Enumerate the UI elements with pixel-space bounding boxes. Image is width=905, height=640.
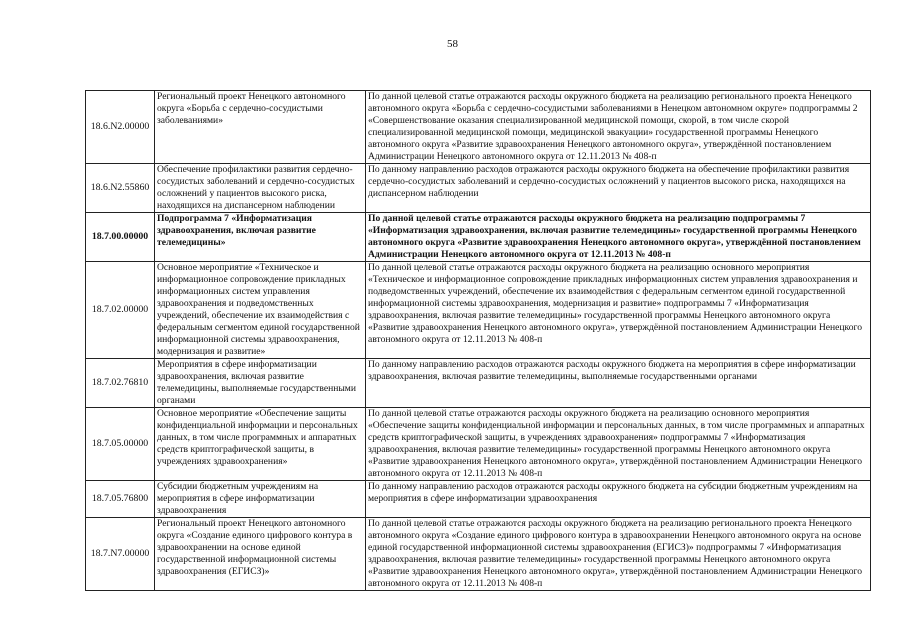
target-article-code: 18.7.02.76810 — [86, 359, 155, 408]
target-article-description: По данной целевой статье отражаются расходы окружного бюджета на реализацию регионального проекта Ненецкого автономного округа «Борьба с сердечно-сосудистыми заболеваниями в Ненецком автономном округе» подпрограммы 2 «Совершенствование оказания специализированной медицинской помощи, скорой, в том числе скорой специализированной медицинской помощи, медицинской эвакуации» государственной программы Ненецкого автономного округа «Развитие здравоохранения Ненецкого автономного округа», утверждённой постановлением Администрации Ненецкого автономного округа от 12.11.2013 № 408-п — [366, 91, 871, 164]
target-article-code: 18.7.02.00000 — [86, 262, 155, 359]
table-row — [86, 408, 871, 481]
table-row — [86, 213, 871, 262]
table-row — [86, 359, 871, 408]
target-article-code: 18.7.05.00000 — [86, 408, 155, 481]
target-article-name: Региональный проект Ненецкого автономного округа «Борьба с сердечно-сосудистыми заболеваниями» — [155, 91, 366, 164]
target-article-description: По данной целевой статье отражаются расходы окружного бюджета на реализацию основного мероприятия «Техническое и информационное сопровождение прикладных информационных систем управления здравоохранения и подведомственных учреждений, обеспечение их взаимодействия с федеральным сегментом единой государственной информационной системы здравоохранения, модернизация и развитие» подпрограммы 7 «Информатизация здравоохранения, включая развитие телемедицины» государственной программы Ненецкого автономного округа «Развитие здравоохранения Ненецкого автономного округа», утверждённой постановлением Администрации Ненецкого автономного округа от 12.11.2013 № 408-п — [366, 262, 871, 359]
target-article-name: Субсидии бюджетным учреждениям на мероприятия в сфере информатизации здравоохранения — [155, 481, 366, 518]
target-article-description: По данному направлению расходов отражаются расходы окружного бюджета на обеспечение профилактики развития сердечно-сосудистых заболеваний и сердечно-сосудистых осложнений у пациентов высокого риска, находящихся на диспансерном наблюдении — [366, 164, 871, 213]
target-article-description: По данному направлению расходов отражаются расходы окружного бюджета на субсидии бюджетным учреждениям на мероприятия в сфере информатизации здравоохранения — [366, 481, 871, 518]
target-article-code: 18.7.00.00000 — [86, 213, 155, 262]
target-article-description: По данному направлению расходов отражаются расходы окружного бюджета на мероприятия в сфере информатизации здравоохранения, включая развитие телемедицины, выполняемые государственными органами — [366, 359, 871, 408]
table-row — [86, 518, 871, 591]
target-article-name: Основное мероприятие «Техническое и информационное сопровождение прикладных информационных систем управления здравоохранения и подведомственных учреждений, обеспечение их взаимодействия с федеральным сегментом единой государственной информационной системы здравоохранения, модернизация и развитие» — [155, 262, 366, 359]
target-article-code: 18.7.05.76800 — [86, 481, 155, 518]
target-article-code: 18.6.N2.55860 — [86, 164, 155, 213]
table-row — [86, 91, 871, 164]
table-row — [86, 481, 871, 518]
budget-classification-table — [85, 90, 871, 591]
target-article-name: Основное мероприятие «Обеспечение защиты конфиденциальной информации и персональных данных, в том числе программных и аппаратных средств криптографической защиты, в учреждениях здравоохранения» — [155, 408, 366, 481]
table-row — [86, 262, 871, 359]
target-article-name: Региональный проект Ненецкого автономного округа «Создание единого цифрового контура в здравоохранении на основе единой государственной информационной системы здравоохранения (ЕГИСЗ)» — [155, 518, 366, 591]
target-article-name: Подпрограмма 7 «Информатизация здравоохранения, включая развитие телемедицины» — [155, 213, 366, 262]
target-article-name: Мероприятия в сфере информатизации здравоохранения, включая развитие телемедицины, выполняемые государственными органами — [155, 359, 366, 408]
target-article-description: По данной целевой статье отражаются расходы окружного бюджета на реализацию основного мероприятия «Обеспечение защиты конфиденциальной информации и персональных данных, в том числе программных и аппаратных средств криптографической защиты, в учреждениях здравоохранения» подпрограммы 7 «Информатизация здравоохранения, включая развитие телемедицины» государственной программы Ненецкого автономного округа «Развитие здравоохранения Ненецкого автономного округа», утверждённой постановлением Администрации Ненецкого автономного округа от 12.11.2013 № 408-п — [366, 408, 871, 481]
page-number: 58 — [447, 38, 458, 50]
target-article-name: Обеспечение профилактики развития сердечно-сосудистых заболеваний и сердечно-сосудистых осложнений у пациентов высокого риска, находящихся на диспансерном наблюдении — [155, 164, 366, 213]
target-article-code: 18.7.N7.00000 — [86, 518, 155, 591]
table-row — [86, 164, 871, 213]
target-article-description: По данной целевой статье отражаются расходы окружного бюджета на реализацию подпрограммы 7 «Информатизация здравоохранения, включая развитие телемедицины» государственной программы Ненецкого автономного округа «Развитие здравоохранения Ненецкого автономного округа», утверждённой постановлением Администрации Ненецкого автономного округа от 12.11.2013 № 408-п — [366, 213, 871, 262]
target-article-description: По данной целевой статье отражаются расходы окружного бюджета на реализацию регионального проекта Ненецкого автономного округа «Создание единого цифрового контура в здравоохранении Ненецкого автономного округа на основе единой государственной информационной системы здравоохранения (ЕГИСЗ)» подпрограммы 7 «Информатизация здравоохранения, включая развитие телемедицины» государственной программы Ненецкого автономного округа «Развитие здравоохранения Ненецкого автономного округа», утверждённой постановлением Администрации Ненецкого автономного округа от 12.11.2013 № 408-п — [366, 518, 871, 591]
target-article-code: 18.6.N2.00000 — [86, 91, 155, 164]
